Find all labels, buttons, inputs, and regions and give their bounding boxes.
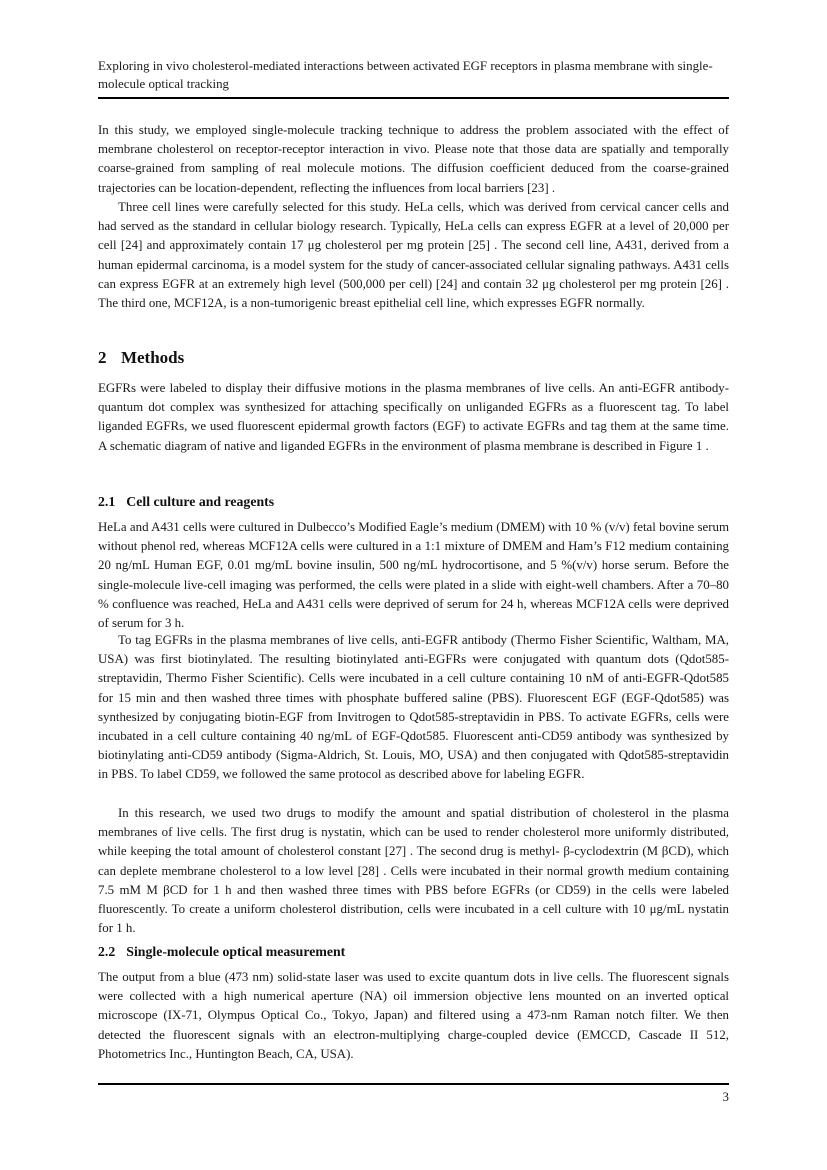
header-rule	[98, 97, 729, 99]
page-number: 3	[722, 1090, 729, 1104]
cell-culture-paragraph-1: HeLa and A431 cells were cultured in Dulbecco’s Modified Eagle’s medium (DMEM) with 10 % (v/v) fetal bovine serum without phenol red, whereas MCF12A cells were cultured in a 1:1 mixture of DMEM and Ham’s F12 medium containing 20 ng/mL Human EGF, 0.01 mg/mL bovine insulin, 500 ng/mL hydrocortisone, and 5 %(v/v) horse serum. Before the single-molecule live-cell imaging was performed, the cells were plated in a slide with eight-well chambers. After a 70–80 % confluence was reached, HeLa and A431 cells were deprived of serum for 24 h, whereas MCF12A cells were deprived of serum for 3 h.	[98, 520, 729, 631]
cell-culture-paragraph-2: To tag EGFRs in the plasma membranes of live cells, anti-EGFR antibody (Thermo Fisher Scientific, Waltham, MA, USA) was first biotinylated. The resulting biotinylated anti-EGFRs were conjugated with quantum dots (Qdot585-streptavidin, Thermo Fisher Scientific). Cells were incubated in a cell culture containing 10 nM of anti-EGFR-Qdot585 for 15 min and then washed three times with phosphate buffered saline (PBS). Fluorescent EGF (EGF-Qdot585) was synthesized by conjugating biotin-EGF from Invitrogen to Qdot585-streptavidin in PBS. To activate EGFRs, cells were incubated in a cell culture containing 40 ng/mL of EGF-Qdot585. Fluorescent anti-CD59 antibody was synthesized by biotinylating anti-CD59 antibody (Sigma-Aldrich, St. Louis, MO, USA) and then conjugated with Qdot585-streptavidin in PBS. To label CD59, we followed the same protocol as described above for labeling EGFR.	[98, 633, 729, 782]
running-head: Exploring in vivo cholesterol-mediated interactions between activated EGF receptors in plasma membrane with single-molecule optical tracking	[98, 59, 713, 91]
section-number: 2	[98, 348, 107, 367]
section-title: Methods	[120, 348, 185, 367]
subsection-number: 2.1	[98, 494, 116, 509]
section-heading-methods	[98, 348, 729, 368]
intro-paragraph-1: In this study, we employed single-molecule tracking technique to address the problem associated with the effect of membrane cholesterol on receptor-receptor interaction in vivo. Please note that those data are spatially and temporally coarse-grained from sampling of real molecule motions. The diffusion coefficient deduced from the coarse-grained trajectories can be location-dependent, reflecting the influences from local barriers [23] .	[98, 123, 729, 195]
subsection-title: Cell culture and reagents	[126, 494, 275, 509]
cell-culture-paragraph-3: In this research, we used two drugs to modify the amount and spatial distribution of cholesterol in the plasma membranes of live cells. The first drug is nystatin, which can be used to render cholesterol more uniformly distributed, while keeping the total amount of cholesterol constant [27] . The second drug is methyl- β-cyclodextrin (M βCD), which can deplete membrane cholesterol to a low level [28] . Cells were incubated in their normal growth medium containing 7.5 mM M βCD for 1 h and then washed three times with PBS before EGFRs (or CD59) in the cells were labeled fluorescently. To create a uniform cholesterol distribution, cells were incubated in a cell culture with 10 μg/mL nystatin for 1 h.	[98, 806, 729, 936]
intro-paragraph-2: Three cell lines were carefully selected for this study. HeLa cells, which was derived from cervical cancer cells and had served as the standard in cellular biology research. Typically, HeLa cells can express EGFR at a level of 20,000 per cell [24] and approximately contain 17 μg cholesterol per mg protein [25] . The second cell line, A431, derived from a human epidermal carcinoma, is a model system for the study of cancer-associated cellular signaling pathways. A431 cells can express EGFR at an extremely high level (500,000 per cell) [24] and contain 32 μg cholesterol per mg protein [26] . The third one, MCF12A, is a non-tumorigenic breast epithelial cell line, which expresses EGFR normally.	[98, 200, 729, 311]
optical-measurement-paragraph-1: The output from a blue (473 nm) solid-state laser was used to excite quantum dots in live cells. The fluorescent signals were collected with a high numerical aperture (NA) oil immersion objective lens mounted on an inverted optical microscope (IX-71, Olympus Optical Co., Tokyo, Japan) and filtered using a 473-nm Raman notch filter. We then detected the fluorescent signals with an electron-multiplying charge-coupled device (EMCCD, Cascade II 512, Photometrics Inc., Huntington Beach, CA, USA).	[98, 970, 729, 1061]
footer-rule	[98, 1083, 729, 1085]
methods-intro-paragraph: EGFRs were labeled to display their diffusive motions in the plasma membranes of live cells. An anti-EGFR antibody-quantum dot complex was synthesized for attaching specifically on unliganded EGFRs as a fluorescent tag. To label liganded EGFRs, we used fluorescent epidermal growth factors (EGF) to activate EGFRs and tag them at the same time. A schematic diagram of native and liganded EGFRs in the environment of plasma membrane is described in Figure 1 .	[98, 381, 729, 453]
subsection-heading-cell-culture	[98, 493, 729, 510]
subsection-number: 2.2	[98, 944, 116, 959]
subsection-heading-optical-measurement	[98, 943, 729, 960]
subsection-title: Single-molecule optical measurement	[126, 944, 346, 959]
